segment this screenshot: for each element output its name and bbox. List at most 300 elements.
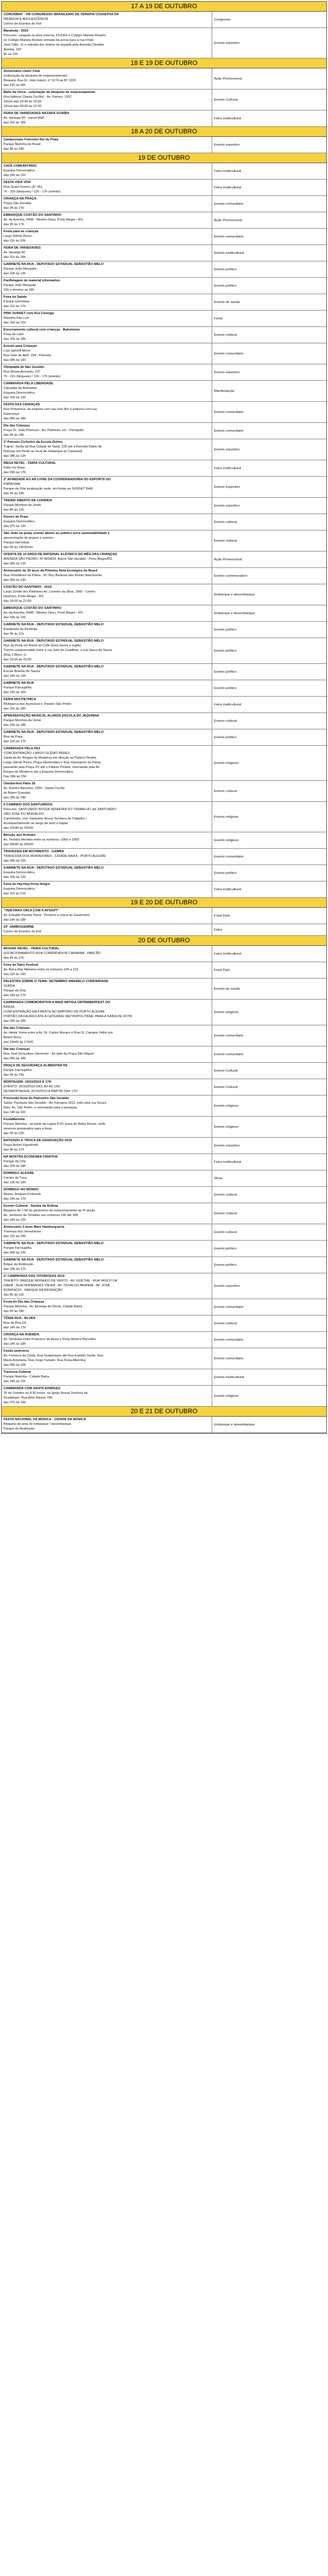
event-title: Campeonato Futevolei Rei de Praia (4, 138, 58, 142)
event-details (2, 1348, 212, 1369)
event-detail-line: Percurso: Largada na área externa, PUCRS e Colégio Marista Rosário (4, 34, 106, 37)
event-details (2, 1203, 212, 1224)
event-row (2, 802, 326, 832)
event-details (2, 381, 212, 401)
event-row (2, 229, 326, 245)
event-title: TÔNIA RUA - BLUES (4, 1317, 36, 1320)
event-detail-line: das 09h às 18h (4, 1057, 26, 1060)
event-title: Panfletagem de material informativo (4, 279, 60, 283)
event-detail-line: Av. Heitor Vieira entre a Av. Dr. Carlos Moraes e Rua Dr. Campos Velho em (4, 1031, 113, 1035)
event-details (2, 531, 212, 551)
event-detail-line: das 19:00 às 21:00 (4, 600, 32, 603)
event-detail-line: Rua Voluntários da Pátria - Dr. Ruy Barbosa das Rosas Nascimento (4, 574, 102, 577)
event-details (2, 111, 212, 126)
event-row (2, 180, 326, 196)
event-detail-line: SURDA (4, 984, 15, 988)
event-details (2, 460, 212, 476)
event-row (2, 294, 326, 311)
event-row (2, 245, 326, 261)
event-title: Travessa Cultural (4, 1370, 31, 1374)
event-detail-line: Parque Farroupilha (4, 1246, 32, 1250)
event-detail-line: 20 de Outubro as 8:30 horas, na Igreja Nossa Senhora de (4, 1392, 88, 1395)
event-details (2, 697, 212, 712)
event-details (2, 1369, 212, 1385)
event-row (2, 908, 326, 924)
event-category: Evento político (214, 735, 237, 739)
event-detail-line: Brique da Redenção (4, 1263, 34, 1266)
event-title: Feira de Hip-Hop Porto Alegre (4, 883, 50, 886)
day-header: 20 DE OUTUBRO (2, 936, 326, 946)
event-row (2, 1386, 326, 1407)
event-detail-line: das 9h às 18h (4, 433, 25, 437)
event-detail-line: das 14h00 às 17h00 (4, 1041, 33, 1044)
event-row (2, 729, 326, 746)
event-details (2, 261, 212, 277)
event-details (2, 664, 212, 680)
event-title: Maratoda - 2019 (4, 29, 29, 33)
event-row (2, 1299, 326, 1315)
event-title: EMBARQUE COSTÃO DO SANTINHO (4, 607, 61, 610)
event-category: Evento comunitário (214, 1356, 244, 1361)
event-category: Evento de saúde (214, 987, 240, 991)
event-title: CAMINHADA PELA PAZ (4, 747, 40, 750)
event-detail-line: Museu Joaquim Felizardo (4, 1193, 42, 1196)
event-detail-line: Parque Marinha - Av. Ipiranga de Gloria, Cidade Baixa (4, 1305, 82, 1308)
event-detail-line: Av. Ramiro Barcelos, 2350 - Santa Cecília (4, 787, 65, 790)
event-row (2, 881, 326, 898)
event-category: Evento Esportivo (214, 485, 240, 489)
event-row (2, 1170, 326, 1187)
event-detail-line: Parque Farroupilha (4, 686, 32, 690)
event-detail-line: das 9h às 14h (4, 492, 25, 495)
event-detail-line: Travessa dos Venezianos (4, 1230, 41, 1234)
event-detail-line: Rua da Praia (4, 735, 23, 739)
event-detail-line: Av. Nordeste entre Francisco de Assis e Dona Ramira Barcellos (4, 1338, 96, 1341)
event-details (2, 1273, 212, 1299)
event-detail-line: das 10h às 17h (4, 740, 26, 743)
event-detail-line: Esquina Democrática (4, 887, 35, 891)
event-detail-line: Percurso: SANTUÁRIO NOSSA SENHORA DO TRABALHO até SANTUÁRIO (4, 808, 116, 811)
event-detail-line: das 09h às 16h (4, 359, 26, 362)
event-detail-line: Praça Anísio Figueiredo (4, 1144, 39, 1147)
event-row (2, 477, 326, 498)
event-category: Evento comunitário (214, 429, 244, 433)
event-detail-line: Loja Spinelli Mono (4, 349, 30, 353)
event-title: DOMINGO NO MUNDO (4, 1188, 39, 1191)
event-category: Evento político (214, 670, 237, 674)
event-detail-line: GAMA - RUA FERNANDES VIEIRA - AV. OSVALDO ARANHA - AV. JOSÉ (4, 1284, 111, 1287)
event-title: CAMINHADA PELA LIBERDADE (4, 382, 53, 385)
event-title: TREINO ABERTO DE CORRIDA (4, 499, 52, 502)
event-category: Evento cultural (214, 539, 237, 543)
event-row (2, 1369, 326, 1386)
event-detail-line: Parque Marinha - Cidade Baixa (4, 1375, 50, 1379)
event-detail-line: Rua da Rua Gil (4, 1321, 26, 1325)
event-title: Procissão festa do Padroeiro São Geraldo (4, 1097, 69, 1100)
event-row (2, 605, 326, 622)
event-title: FESTA NACIONAL DA MÚSICA - CIDADE DA MÚSICA (4, 1418, 86, 1421)
event-title: COSTÃO DO SANTINHO - 2019 (4, 586, 52, 589)
event-category: Festa (214, 316, 223, 321)
event-category: Evento comunitário (214, 1052, 244, 1056)
event-details (2, 1046, 212, 1062)
event-detail-line: Rua Guaió Gomes (A / 9h) (4, 185, 42, 189)
event-detail-line: CONCENTRAÇÃO: LARGO GLÊNIO PERES (4, 752, 70, 755)
event-row (2, 1096, 326, 1117)
event-detail-line: das 10h às 18h (4, 338, 26, 341)
event-title: Festa para as crianças (4, 230, 39, 233)
event-title: GABINETE NA RUA - DEPUTADO ESTADUAL SEBASTIÃO MELO (4, 665, 104, 669)
event-detail-line: das 09h às 20h (4, 1020, 26, 1023)
event-details (2, 1224, 212, 1240)
event-title: APRESENTAÇÃO MUSICAL ALUNOS ESCOLA DO JEQUINHA (4, 714, 99, 718)
event-detail-line: das 08h às 12h (4, 562, 26, 566)
event-detail-line: das 9h às 17h (4, 206, 25, 210)
event-category: Evento político (214, 1263, 237, 1267)
event-title: GABINETE NA RUA (4, 681, 34, 685)
event-category: Evento esportivo (214, 1284, 240, 1288)
event-detail-line: Rua Primavera, da esquina com rua Ivan Ilim à esquina com rua (4, 408, 97, 411)
event-detail-line: Rua José Gonçalves Sarmento - Ao lado da Praça São Miguel (4, 1052, 94, 1056)
event-details (2, 680, 212, 696)
event-row (2, 1332, 326, 1348)
event-row (2, 460, 326, 477)
event-category: Evento político (214, 686, 237, 690)
event-category: Show (214, 1176, 223, 1180)
event-title: Aniversário Liberr Club (4, 70, 40, 73)
event-title: CRIANÇA NA PRAÇA (4, 197, 37, 201)
event-details (2, 1315, 212, 1331)
event-category: Evento Cultural (214, 1085, 238, 1089)
event-title: 1º CAMINHADA DAS VITORIOSAS 2019 (4, 1275, 65, 1278)
event-row (2, 1257, 326, 1273)
event-detail-line: 7h - 21h (bloqueio) / 12h - 17h (evento) (4, 190, 61, 194)
event-detail-line: das 9h às 17h (4, 1148, 25, 1152)
event-title: Aniversário de 30 anos da Primeira Nota Ecológica do Brasil (4, 569, 98, 573)
event-row (2, 979, 326, 1000)
event-title: Bênção dos Animais (4, 834, 36, 837)
event-row (2, 568, 326, 584)
event-title: BATIZADO E TROCA DE GRADUAÇÃO 2019 (4, 1139, 72, 1142)
event-category: Evento político (214, 628, 237, 632)
event-detail-line: das 14h às 21h (4, 1380, 26, 1383)
event-detail-line: das 11h às 18h (4, 256, 26, 259)
event-details (2, 1187, 212, 1203)
event-details (2, 364, 212, 380)
event-detail-line: das 09h às 17h (4, 471, 26, 474)
event-category: Feira multicultural (214, 702, 241, 707)
event-detail-line: Esquina Democrática (4, 391, 35, 395)
event-title: Dia das Crianças (4, 1048, 30, 1051)
event-row (2, 68, 326, 89)
event-row (2, 423, 326, 439)
event-category: Evento esportivo (214, 370, 240, 374)
event-category: Evento multicultural (214, 1375, 244, 1379)
event-title: FEIRA DE VARIEDADES (4, 246, 41, 250)
event-category: Evento comemorativo (214, 574, 247, 578)
event-title: OFERTA DE 15 ANOS DE MATERIAL ELÉTRICO NO MÊS DAS CRIANÇAS (4, 553, 118, 556)
event-title: FESTA VIDA VIVA (4, 181, 31, 184)
event-category: Evento multicultural (214, 251, 244, 255)
event-title: Feirão pedreiros (4, 1349, 29, 1353)
event-title: Encerramento cultural com crianças - Balonismo (4, 328, 80, 332)
event-detail-line: das 11h às 21h (4, 892, 26, 896)
event-detail-line: Parque Moinhos de Vento (4, 504, 42, 507)
event-detail-line: Largo Glênio Peres (4, 235, 32, 238)
event-category: Evento cultural (214, 719, 237, 723)
event-details (2, 1079, 212, 1095)
event-detail-line: EVENTO: 20/10/2019 DAS 9H ÀS 16H (4, 1085, 60, 1089)
event-detail-line: das 08h às 12h (4, 454, 26, 458)
event-category: Feira multicultural (214, 169, 241, 173)
event-detail-line: Borges de Medeiros até a Esquina Democrática (4, 770, 73, 774)
event-category: Evento comunitário (214, 855, 244, 859)
event-detail-line: no Colégio Marista Rosário entrada da prova para a rua Irmão (4, 39, 94, 42)
event-category: Embarque e desembarque (214, 1423, 255, 1427)
event-title: TRAVESSIA EM MOVIMENTO - GAMBA (4, 850, 64, 853)
event-detail-line: Esquina Democrática (4, 871, 35, 874)
event-detail-line: Caminhada, com Santuário Nossa Senhora do Trabalho / (4, 817, 87, 821)
event-details (2, 1063, 212, 1079)
event-category: Evento esportivo (214, 447, 240, 452)
event-title: CAMINHADA COMEMORATIVA A MAIS ANTIGA ONTEMBERFEST DO (4, 1001, 111, 1004)
event-title: MONTAGEM: 19/10/2019 À 17H (4, 1080, 51, 1084)
event-details (2, 343, 212, 364)
event-detail-line: das 09h às 12h (4, 1251, 26, 1255)
event-detail-line: das 8h às 21h (4, 956, 25, 960)
event-details (2, 1096, 212, 1116)
event-detail-line: Parque Moinhos de Vento (4, 719, 42, 722)
event-detail-line: apresentação de grupos e autores (4, 536, 54, 540)
event-details (2, 402, 212, 422)
event-row (2, 1315, 326, 1332)
event-detail-line: DESMONTAGEM: 20/10/2019 A PARTIR DAS 17H (4, 1090, 78, 1093)
event-detail-line: Histórico, Porto Alegre - RS (4, 595, 44, 598)
event-detail-line: Trajeto: Saída da Rua Cidade de Natal, 235 até a Avenida Diário de (4, 445, 102, 449)
event-category: Evento esportivo (214, 143, 240, 147)
event-detail-line: BRASIL (4, 1005, 15, 1009)
event-title: GABINETE NA RUA - DEPUTADO ESTADUAL SEBASTIÃO MELO (4, 639, 104, 643)
event-detail-line: Centro de Eventos do Fiol (4, 930, 42, 934)
event-details (2, 802, 212, 832)
event-category: Manifestação (214, 389, 235, 393)
event-row (2, 584, 326, 605)
event-category: Embarque e desembarque (214, 611, 255, 615)
event-detail-line: das 14h às 17h (4, 1326, 26, 1330)
event-row (2, 364, 326, 381)
event-details (2, 924, 212, 935)
event-detail-line: Esplanada da Restinga (4, 628, 37, 631)
event-row (2, 924, 326, 936)
event-details (2, 498, 212, 514)
event-detail-line: Bloqueio Rua Dr. João Inácio, nº 1174 ao Nº 1200 (4, 79, 76, 82)
event-details (2, 1417, 212, 1432)
event-title: DOMINGO ALEGRE (4, 1172, 34, 1175)
event-category: Ação Promocional (214, 557, 242, 562)
event-title: CAMINHADA COM SANTA EDWIGES (4, 1387, 61, 1390)
event-detail-line: Maria Antonieta, Rua Jorge Furtado, Rua Dona Albertina (4, 1359, 86, 1362)
event-title: PALESTRA SOBRE O TEMA: SETEMBRO AMARELO COMUNIDADE (4, 980, 109, 983)
event-detail-line: Parque da Redenção (4, 1427, 34, 1431)
event-detail-line: José Otão, 11 e entrada dos ônibus da largada pela Avenida Osvaldo (4, 43, 104, 47)
event-detail-line: PORTÃO DA FAURGS ATÉ A CATEDRAL METROPOLITANA, PARA A SAÍDA DE ROTA (4, 1015, 132, 1018)
event-detail-line: Belém Novo (4, 1036, 22, 1039)
event-detail-line: PMPA/SME (4, 483, 21, 486)
event-detail-line: Parque Marinha do Brasil (4, 143, 41, 146)
event-details (2, 68, 212, 89)
event-details (2, 832, 212, 848)
event-row (2, 1025, 326, 1046)
event-detail-line: Saída: Paróquia São Geraldo - Av. Farrapos 2011, indo pela rua Souza (4, 1101, 106, 1105)
event-category: Evento religioso (214, 1125, 239, 1129)
event-details (2, 137, 212, 153)
event-detail-line: das 14h às 22h (4, 1111, 26, 1114)
event-detail-line: INFÂNCIA E ADOLESCÊNCIA (4, 18, 49, 21)
event-detail-line: das 11h às 20h (4, 239, 26, 243)
event-detail-line: das 11h às 18h (4, 707, 26, 711)
event-row (2, 28, 326, 58)
event-detail-line: das 14h às 17h (4, 994, 26, 997)
event-details (2, 881, 212, 897)
event-category: Evento político (214, 267, 237, 271)
event-title: PINK SUNSET com Rca Consigo (4, 312, 54, 315)
event-row (2, 1273, 326, 1299)
event-details (2, 908, 212, 924)
event-detail-line: das 16h às 18h (4, 724, 26, 727)
event-detail-line: das 13h às 18h (4, 1181, 26, 1184)
event-category: Evento comunitário (214, 202, 244, 206)
event-detail-line: 18/out das 15:00 às 22:00 (4, 100, 42, 104)
event-category: Evento político (214, 871, 237, 875)
event-detail-line: das 9h às 11h (4, 632, 24, 636)
event-details (2, 514, 212, 530)
event-detail-line: Parque da Orla (4, 1160, 26, 1163)
event-row (2, 261, 326, 278)
event-detail-line: AVENIDA SÃO PEDRO, Nº 820/834, Bairro São Geraldo - Porto Alegre/RS (4, 557, 112, 561)
event-detail-line: Pátio Ivo Rope (4, 466, 25, 470)
event-detail-line: 7h - 21h (bloqueio) / 12h - 17h (evento) (4, 375, 61, 378)
event-row (2, 514, 326, 531)
event-title: 1º Passeio Ciclístico da Escola Dolmo (4, 440, 63, 444)
event-row (2, 1079, 326, 1096)
events-table (1, 1, 327, 1434)
event-row (2, 327, 326, 343)
event-category: Feira multicultural (214, 952, 241, 956)
event-title: Olimpíada de São Geraldo (4, 366, 44, 369)
event-row (2, 531, 326, 552)
event-detail-line: Esquina Democrática (4, 520, 35, 524)
event-row (2, 1241, 326, 1257)
event-detail-line: seremos preparados para a festa (4, 1127, 52, 1131)
event-category: Evento político (214, 284, 237, 288)
event-category: Evento religioso (214, 1394, 239, 1398)
event-details (2, 1025, 212, 1046)
event-category: Food Park (214, 914, 230, 918)
event-detail-line: Av. Ipiranga 60 - Ivanal Mall (4, 116, 44, 120)
event-details (2, 568, 212, 584)
event-title: Oktoberfest Pátio 26 (4, 782, 36, 786)
event-details (2, 245, 212, 261)
event-detail-line: das 08h às 18h (4, 417, 26, 421)
event-detail-line: das 10h às 12h (4, 272, 26, 275)
event-category: Feira multicultural (214, 1160, 241, 1164)
event-title: NA MOSTRA ECONOMIA CRIATIVA (4, 1155, 58, 1159)
event-details (2, 622, 212, 638)
event-title: Festa do Dia das Crianças (4, 1300, 44, 1304)
event-detail-line: Rua da Praia em frente ao Café Dona Gema e região (4, 644, 81, 648)
event-details (2, 1386, 212, 1406)
event-detail-line: das 21h às 06h (4, 84, 26, 87)
event-detail-line: Parque da Orla (4, 989, 26, 993)
event-title: Dia das Crianças (4, 1027, 30, 1030)
event-category: Evento político (214, 649, 237, 653)
event-detail-line: das 09h00 às 20h00 (4, 843, 33, 846)
event-title: FEIRA MULTIETNICA (4, 698, 36, 701)
event-detail-line: das 14h às 16h (4, 691, 26, 694)
event-detail-line: Av. Beira-Mar Meireles entre os números 100 a 215 (4, 968, 78, 972)
event-detail-line: das 14h às 21h (4, 174, 26, 177)
event-details (2, 962, 212, 978)
event-details (2, 196, 212, 212)
event-detail-line: Av. da Azenha, 4498 - Menino Deus, Porto Alegre - RS (4, 218, 83, 222)
event-detail-line: (Rua 1 Bloco 1) (4, 653, 26, 657)
event-detail-line: das 10h às 18h (4, 1165, 26, 1168)
event-details (2, 1241, 212, 1256)
event-title: GABINETE NA RUA - DEPUTADO ESTADUAL SEBASTIÃO MELO (4, 623, 104, 626)
event-detail-line: (solicitação de bloqueio de estacionamento) (4, 74, 68, 78)
event-title: GABINETE NA RUA - DEPUTADO ESTADUAL SEBASTIÃO MELO (4, 731, 104, 734)
event-details (2, 946, 212, 962)
event-row (2, 713, 326, 729)
event-category: Evento cultural (214, 1211, 237, 1215)
event-row (2, 1224, 326, 1241)
event-detail-line: SÃO JOSÉ DO MURIALDO (4, 812, 44, 816)
event-details (2, 477, 212, 497)
event-details (2, 638, 212, 663)
event-detail-line: do Bairro Gravataí (4, 791, 30, 795)
event-title: Dia das Crianças (4, 424, 30, 428)
event-row (2, 163, 326, 180)
event-detail-line: das 18h às 18h (4, 796, 26, 800)
event-title: EMBARQUE COSTÃO DO SANTINHO (4, 213, 61, 217)
event-row (2, 311, 326, 327)
event-row (2, 849, 326, 865)
event-detail-line: das 11h às 17h (4, 305, 26, 308)
event-category: Evento de saúde (214, 300, 240, 304)
event-detail-line: Notícias em frente ao local de embarque do Catamarã (4, 450, 82, 453)
event-title: FESTA DAS CRIANÇAS (4, 403, 40, 407)
event-detail-line: Trecho compreendido entre a rua Julio de Castilhos, a rua Vasco da Gama (4, 649, 112, 652)
event-details (2, 1117, 212, 1137)
event-details (2, 979, 212, 999)
event-title: Balle da Vinca - solicitação de bloqueio de estacionamento (4, 91, 95, 94)
event-detail-line: das 9h às 15h (4, 1073, 25, 1077)
event-detail-line: Largo Zumbi dos Palmares Av. Loureiro da Silva, 1660 - Centro (4, 590, 95, 594)
event-title: Evento Cultural - Samba da Rubina (4, 1204, 58, 1208)
event-title: 2º AFINIDADE AO AR LIVRE DA COORDENADORIA DO ESPORTE DO (4, 478, 111, 481)
event-details (2, 12, 212, 27)
event-detail-line: das 10h às 15h (4, 396, 26, 400)
event-details (2, 605, 212, 621)
event-details (2, 89, 212, 110)
event-details (2, 163, 212, 179)
event-detail-line: das 14h às 17h (4, 1197, 26, 1201)
event-detail-line: das 12h às 20h (4, 1235, 26, 1238)
event-category: Evento cultural (214, 520, 237, 524)
event-details (2, 1170, 212, 1186)
event-detail-line: Marinha São Luiz (4, 316, 29, 320)
day-header: 17 A 19 DE OUTUBRO (2, 2, 326, 12)
